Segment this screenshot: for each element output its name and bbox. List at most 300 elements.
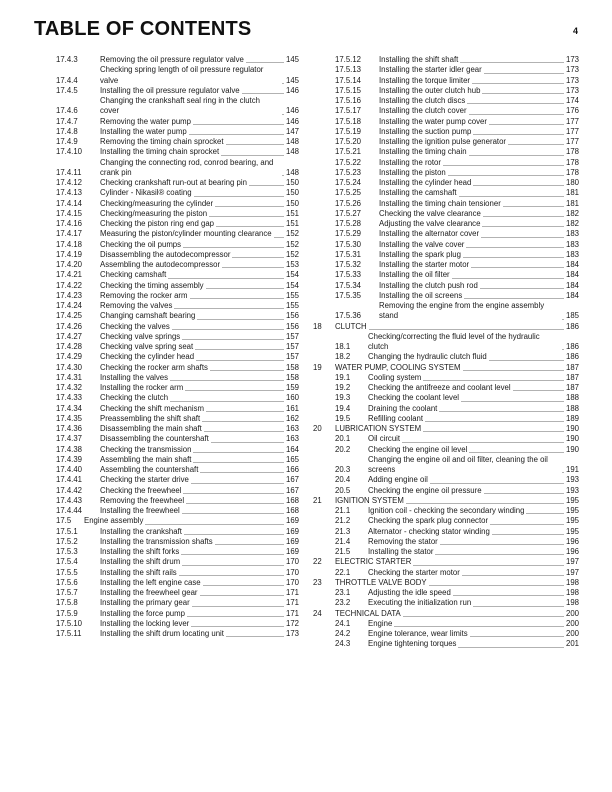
toc-entry-page: 152	[285, 239, 299, 249]
toc-entry[interactable]	[313, 527, 579, 537]
toc-entry-number: 17.4.4	[56, 75, 78, 85]
toc-entry[interactable]	[313, 219, 579, 229]
dot-leader	[209, 216, 284, 217]
toc-entry[interactable]	[313, 270, 579, 280]
toc-entry-title: Checking valve springs	[100, 331, 181, 341]
toc-entry[interactable]	[56, 281, 299, 291]
toc-entry[interactable]	[313, 516, 579, 526]
toc-entry[interactable]	[56, 291, 299, 301]
dot-leader	[186, 503, 284, 504]
toc-entry-title: Checking spring length of oil pressure regulator valve	[100, 65, 264, 85]
toc-entry-title: LUBRICATION SYSTEM	[335, 424, 422, 433]
toc-entry-title: Installing the clutch discs	[379, 96, 466, 105]
toc-entry[interactable]	[56, 619, 299, 629]
toc-entry-page: 158	[285, 362, 299, 372]
toc-entry[interactable]	[313, 609, 579, 619]
toc-entry[interactable]	[56, 578, 299, 588]
dot-leader	[282, 114, 284, 115]
toc-left-column	[56, 55, 299, 639]
toc-entry[interactable]	[56, 588, 299, 598]
toc-entry-number: 17.5.3	[56, 547, 78, 556]
dot-leader	[462, 575, 564, 576]
toc-entry-number: 17.5.13	[335, 65, 362, 75]
toc-entry[interactable]	[56, 598, 299, 608]
toc-entry[interactable]	[313, 86, 579, 96]
toc-entry-page: 178	[565, 157, 579, 167]
toc-entry-number: 17.4.21	[56, 270, 83, 280]
toc-entry-number: 17.5.16	[335, 96, 362, 105]
toc-entry[interactable]	[56, 199, 299, 209]
toc-entry[interactable]	[56, 393, 299, 403]
toc-entry-title: Checking/measuring the piston	[100, 208, 208, 218]
toc-entry-title: Removing the stator	[368, 536, 438, 546]
toc-entry-title: Preassembling the shift shaft	[100, 413, 201, 423]
toc-entry[interactable]	[56, 465, 299, 475]
toc-entry-page: 198	[565, 598, 579, 608]
dot-leader	[206, 288, 284, 289]
toc-entry-number: 17.5.21	[335, 147, 362, 157]
toc-entry-number: 17.4.43	[56, 495, 83, 505]
toc-entry-page: 195	[565, 506, 579, 515]
toc-entry[interactable]	[313, 424, 579, 434]
toc-entry-title: Installing the camshaft	[379, 188, 457, 198]
toc-entry[interactable]	[313, 393, 579, 403]
toc-entry[interactable]	[313, 598, 579, 608]
toc-entry[interactable]	[313, 568, 579, 578]
toc-entry-number: 17.4.40	[56, 465, 83, 474]
toc-entry-page: 177	[565, 116, 579, 126]
toc-entry-title: Installing the force pump	[100, 608, 185, 618]
toc-entry-number: 23.1	[335, 588, 351, 597]
toc-entry-number: 17.4.6	[56, 106, 78, 116]
toc-entry[interactable]	[56, 65, 299, 86]
toc-entry[interactable]	[313, 127, 579, 137]
toc-entry-page: 146	[285, 85, 299, 95]
toc-entry[interactable]	[313, 383, 579, 393]
toc-entry-page: 148	[285, 137, 299, 146]
toc-entry-title: Removing the valves	[100, 301, 173, 310]
toc-entry[interactable]	[56, 240, 299, 250]
toc-entry[interactable]	[56, 537, 299, 547]
toc-entry-number: 17.5.17	[335, 106, 362, 116]
toc-entry-title: Installing the water pump cover	[379, 116, 487, 126]
toc-entry-title: Removing the oil pressure regulator valve	[100, 55, 244, 64]
toc-entry-page: 173	[565, 85, 579, 95]
toc-entry[interactable]	[56, 219, 299, 229]
toc-entry[interactable]	[313, 55, 579, 65]
toc-entry[interactable]	[313, 158, 579, 168]
toc-entry-number: 17.5.35	[335, 290, 362, 300]
dot-leader	[467, 103, 564, 104]
toc-entry-number: 17.4.7	[56, 116, 78, 126]
dot-leader	[222, 267, 284, 268]
toc-entry[interactable]	[56, 188, 299, 198]
toc-entry[interactable]	[56, 311, 299, 321]
toc-entry[interactable]	[56, 609, 299, 619]
toc-entry[interactable]	[56, 86, 299, 96]
dot-leader	[193, 462, 284, 463]
toc-entry[interactable]	[313, 434, 579, 444]
toc-entry[interactable]	[56, 117, 299, 127]
dot-leader	[484, 493, 564, 494]
dot-leader	[503, 206, 564, 207]
toc-entry[interactable]	[56, 158, 299, 179]
toc-entry[interactable]	[313, 547, 579, 557]
toc-entry[interactable]	[313, 117, 579, 127]
toc-entry-number: 21.1	[335, 506, 351, 515]
dot-leader	[200, 472, 284, 473]
toc-entry-number: 23	[313, 577, 322, 587]
toc-entry-number: 17.5.30	[335, 239, 362, 249]
toc-entry-title: Measuring the piston/cylinder mounting clearance	[100, 229, 272, 239]
toc-entry-page: 195	[565, 495, 579, 505]
dot-leader	[185, 390, 284, 391]
toc-entry-number: 17.5.28	[335, 219, 362, 228]
dot-leader	[195, 349, 284, 350]
toc-entry-page: 158	[285, 372, 299, 382]
dot-leader	[459, 196, 564, 197]
toc-entry-page: 187	[565, 362, 579, 372]
toc-entry-title: Assembling the countershaft	[100, 465, 199, 474]
toc-entry[interactable]	[313, 188, 579, 198]
toc-entry-page: 169	[285, 516, 299, 526]
toc-entry[interactable]	[313, 619, 579, 629]
toc-entry-page: 164	[285, 444, 299, 454]
toc-entry[interactable]	[313, 506, 579, 516]
toc-entry[interactable]	[313, 240, 579, 250]
toc-entry-page: 200	[565, 618, 579, 628]
dot-leader	[464, 298, 564, 299]
toc-entry[interactable]	[56, 332, 299, 342]
dot-leader	[443, 165, 564, 166]
dot-leader	[429, 585, 564, 586]
toc-entry-number: 24.1	[335, 618, 351, 628]
toc-entry-title: IGNITION SYSTEM	[335, 495, 404, 505]
toc-entry[interactable]	[56, 55, 299, 65]
toc-entry-page: 172	[285, 618, 299, 628]
dot-leader	[203, 585, 284, 586]
toc-entry-page: 150	[285, 178, 299, 187]
toc-entry-title: Disassembling the autodecompressor	[100, 249, 231, 259]
toc-entry-number: 18.1	[335, 342, 351, 351]
toc-entry[interactable]	[313, 301, 579, 322]
toc-entry[interactable]	[56, 475, 299, 485]
toc-entry-number: 17.5.9	[56, 608, 78, 618]
toc-entry[interactable]	[313, 260, 579, 270]
dot-leader	[435, 554, 564, 555]
toc-entry[interactable]	[313, 137, 579, 147]
toc-entry-page: 197	[565, 557, 579, 567]
toc-entry-number: 17.5.29	[335, 229, 362, 239]
toc-entry[interactable]	[56, 250, 299, 260]
toc-entry[interactable]	[313, 209, 579, 219]
toc-entry[interactable]	[313, 414, 579, 424]
toc-entry-page: 170	[285, 577, 299, 587]
toc-entry-page: 169	[285, 526, 299, 536]
toc-entry[interactable]	[313, 363, 579, 373]
toc-entry-page: 160	[285, 393, 299, 403]
toc-entry-page: 178	[565, 147, 579, 157]
toc-entry-title: Checking the transmission	[100, 444, 192, 454]
toc-entry[interactable]	[56, 557, 299, 567]
toc-entry-title: Installing the rotor	[379, 157, 441, 167]
toc-entry-number: 19	[313, 362, 322, 372]
toc-entry[interactable]	[56, 424, 299, 434]
dot-leader	[168, 278, 284, 279]
toc-entry-title: Installing the spark plug	[379, 249, 461, 259]
toc-entry[interactable]	[56, 414, 299, 424]
toc-entry[interactable]	[313, 588, 579, 598]
toc-entry[interactable]	[313, 332, 579, 353]
toc-entry-title: Adjusting the idle speed	[368, 588, 451, 597]
toc-entry[interactable]	[56, 209, 299, 219]
toc-entry-number: 17.4.14	[56, 198, 83, 208]
toc-entry-title: Engine tolerance, wear limits	[368, 629, 468, 638]
toc-entry-page: 150	[285, 198, 299, 208]
dot-leader	[423, 380, 564, 381]
toc-entry[interactable]	[56, 363, 299, 373]
toc-entry[interactable]	[56, 260, 299, 270]
toc-entry[interactable]	[56, 486, 299, 496]
dot-leader	[430, 483, 564, 484]
toc-entry[interactable]	[313, 291, 579, 301]
toc-entry[interactable]	[313, 281, 579, 291]
toc-entry[interactable]	[313, 557, 579, 567]
toc-entry[interactable]	[313, 578, 579, 588]
toc-entry[interactable]	[313, 639, 579, 649]
dot-leader	[206, 411, 284, 412]
toc-entry-title: Refilling coolant	[368, 413, 424, 423]
toc-entry[interactable]	[313, 199, 579, 209]
dot-leader	[172, 329, 284, 330]
toc-entry[interactable]	[313, 373, 579, 383]
toc-entry[interactable]	[313, 404, 579, 414]
toc-entry-title: Checking the engine oil level	[368, 444, 468, 454]
toc-entry[interactable]	[56, 527, 299, 537]
toc-entry[interactable]	[313, 537, 579, 547]
dot-leader	[470, 636, 564, 637]
toc-entry-number: 17.4.12	[56, 178, 83, 187]
toc-entry-page: 186	[565, 352, 579, 362]
toc-entry-number: 19.2	[335, 383, 351, 392]
toc-entry-title: Checking the freewheel	[100, 485, 182, 495]
toc-entry[interactable]	[313, 229, 579, 239]
toc-entry-number: 17.4.33	[56, 393, 83, 403]
toc-entry[interactable]	[56, 373, 299, 383]
dot-leader	[483, 216, 564, 217]
toc-right-column	[313, 55, 579, 650]
toc-entry-number: 21.4	[335, 536, 351, 546]
dot-leader	[192, 606, 284, 607]
toc-entry-title: Installing the shift forks	[100, 547, 180, 556]
page-number: 4	[572, 26, 578, 36]
toc-entry-title: Removing the engine from the engine assembly stand	[379, 301, 545, 321]
toc-entry-number: 17.5.36	[335, 311, 362, 321]
toc-entry[interactable]	[313, 445, 579, 455]
dot-leader	[196, 360, 284, 361]
toc-entry-number: 19.4	[335, 403, 351, 413]
toc-entry-page: 161	[285, 403, 299, 413]
toc-entry-number: 24.3	[335, 639, 351, 649]
toc-entry-page: 170	[285, 567, 299, 577]
toc-entry-title: Oil circuit	[368, 434, 401, 444]
toc-entry-title: Checking the coolant level	[368, 393, 460, 403]
toc-entry[interactable]	[56, 178, 299, 188]
toc-entry[interactable]	[56, 629, 299, 639]
toc-entry-title: Adding engine oil	[368, 475, 428, 485]
toc-entry[interactable]	[56, 404, 299, 414]
toc-entry-title: Installing the outer clutch hub	[379, 85, 481, 95]
toc-entry-title: Installing the valves	[100, 372, 169, 382]
toc-entry-number: 17.5.14	[335, 75, 362, 85]
toc-entry-page: 150	[285, 188, 299, 198]
toc-entry-number: 17.4.27	[56, 331, 83, 341]
toc-entry-page: 153	[285, 260, 299, 269]
dot-leader	[216, 226, 284, 227]
dot-leader	[425, 421, 564, 422]
toc-entry-page: 185	[565, 311, 579, 321]
toc-entry-title: Executing the initialization run	[368, 598, 472, 608]
toc-entry[interactable]	[56, 547, 299, 557]
dot-leader	[282, 175, 284, 176]
toc-entry-page: 184	[565, 290, 579, 300]
toc-entry[interactable]	[313, 475, 579, 485]
toc-entry-page: 196	[565, 536, 579, 546]
toc-entry-number: 19.3	[335, 393, 351, 403]
dot-leader	[182, 565, 284, 566]
toc-entry-page: 151	[285, 208, 299, 218]
toc-entry[interactable]	[56, 147, 299, 157]
toc-entry-title: Changing camshaft bearing	[100, 311, 196, 321]
toc-entry[interactable]	[313, 496, 579, 506]
toc-entry[interactable]	[313, 352, 579, 362]
toc-entry-page: 148	[285, 147, 299, 157]
toc-entry-number: 17.4.32	[56, 383, 83, 392]
dot-leader	[183, 247, 284, 248]
toc-entry[interactable]	[56, 96, 299, 117]
toc-entry-page: 166	[285, 465, 299, 474]
toc-entry[interactable]	[56, 516, 299, 526]
toc-entry[interactable]	[313, 76, 579, 86]
toc-entry-title: Installing the oil pressure regulator valve	[100, 85, 240, 95]
toc-entry-page: 197	[565, 567, 579, 577]
toc-entry-title: Installing the starter idler gear	[379, 65, 482, 75]
toc-entry[interactable]	[313, 250, 579, 260]
toc-entry[interactable]	[313, 322, 579, 332]
toc-entry-number: 23.2	[335, 598, 351, 608]
toc-entry-title: Checking the shift mechanism	[100, 403, 205, 413]
dot-leader	[145, 524, 284, 525]
toc-entry[interactable]	[313, 629, 579, 639]
toc-entry[interactable]	[313, 147, 579, 157]
toc-entry-page: 168	[285, 506, 299, 515]
toc-entry[interactable]	[56, 506, 299, 516]
dot-leader	[526, 513, 564, 514]
toc-entry-title: Installing the shift drum locating unit	[100, 629, 224, 638]
dot-leader	[189, 134, 284, 135]
toc-entry-number: 17.4.15	[56, 208, 83, 218]
dot-leader	[191, 626, 284, 627]
toc-entry[interactable]	[313, 168, 579, 178]
toc-entry-title: Checking crankshaft run-out at bearing pin	[100, 178, 247, 187]
dot-leader	[190, 298, 284, 299]
toc-entry-title: Engine	[368, 618, 393, 628]
toc-entry[interactable]	[56, 137, 299, 147]
toc-entry-number: 17.5.34	[335, 280, 362, 290]
toc-entry[interactable]	[313, 486, 579, 496]
toc-entry-number: 17.5.8	[56, 598, 78, 608]
toc-entry-page: 151	[285, 219, 299, 228]
toc-entry-title: Checking the starter motor	[368, 567, 460, 577]
toc-entry[interactable]	[313, 106, 579, 116]
toc-entry-title: Checking camshaft	[100, 270, 167, 280]
toc-entry-title: Checking valve spring seat	[100, 342, 194, 351]
toc-entry-page: 198	[565, 577, 579, 587]
toc-entry-page: 163	[285, 424, 299, 433]
dot-leader	[458, 647, 564, 648]
toc-entry-page: 170	[285, 557, 299, 567]
toc-entry[interactable]	[313, 96, 579, 106]
toc-entry-title: Installing the shift rails	[100, 567, 177, 577]
toc-entry-title: Changing the crankshaft seal ring in the clutch cover	[100, 96, 260, 116]
toc-entry-title: Removing the freewheel	[100, 495, 185, 505]
toc-entry[interactable]	[56, 270, 299, 280]
toc-entry[interactable]	[56, 568, 299, 578]
toc-entry[interactable]	[56, 127, 299, 137]
toc-entry[interactable]	[313, 178, 579, 188]
toc-entry[interactable]	[56, 322, 299, 332]
toc-entry[interactable]	[56, 455, 299, 465]
toc-entry-page: 163	[285, 434, 299, 444]
dot-leader	[513, 390, 564, 391]
toc-entry-number: 17.4.5	[56, 85, 78, 95]
toc-entry[interactable]	[313, 455, 579, 476]
toc-entry-number: 17.4.25	[56, 311, 83, 321]
toc-entry-title: Checking the oil pumps	[100, 239, 182, 249]
toc-entry[interactable]	[56, 342, 299, 352]
toc-entry-title: Installing the torque limiter	[379, 75, 471, 85]
dot-leader	[226, 636, 284, 637]
toc-entry[interactable]	[56, 445, 299, 455]
toc-entry[interactable]	[56, 383, 299, 393]
dot-leader	[193, 452, 284, 453]
toc-entry-number: 22	[313, 557, 322, 567]
toc-entry[interactable]	[313, 65, 579, 75]
toc-entry[interactable]	[56, 229, 299, 239]
toc-entry[interactable]	[56, 352, 299, 362]
toc-entry-page: 187	[565, 372, 579, 382]
toc-entry-title: Installing the alternator cover	[379, 229, 480, 239]
toc-entry-title: Checking the spark plug connector	[368, 516, 489, 526]
toc-entry-number: 17.4.35	[56, 413, 83, 423]
toc-entry-page: 169	[285, 536, 299, 546]
toc-entry-title: Installing the crankshaft	[100, 526, 182, 536]
toc-entry-page: 178	[565, 167, 579, 177]
toc-entry-page: 156	[285, 311, 299, 321]
toc-entry[interactable]	[56, 301, 299, 311]
toc-entry-title: Checking the rocker arm shafts	[100, 362, 208, 372]
toc-entry[interactable]	[56, 434, 299, 444]
toc-entry[interactable]	[56, 496, 299, 506]
toc-entry-title: Cylinder - Nikasil® coating	[100, 188, 192, 198]
dot-leader	[473, 606, 564, 607]
dot-leader	[471, 267, 564, 268]
toc-entry-number: 17.4.29	[56, 352, 83, 362]
toc-entry-page: 174	[565, 96, 579, 105]
toc-entry-title: Checking the timing assembly	[100, 280, 204, 290]
toc-entry-page: 154	[285, 270, 299, 280]
toc-entry-number: 24.2	[335, 629, 351, 638]
